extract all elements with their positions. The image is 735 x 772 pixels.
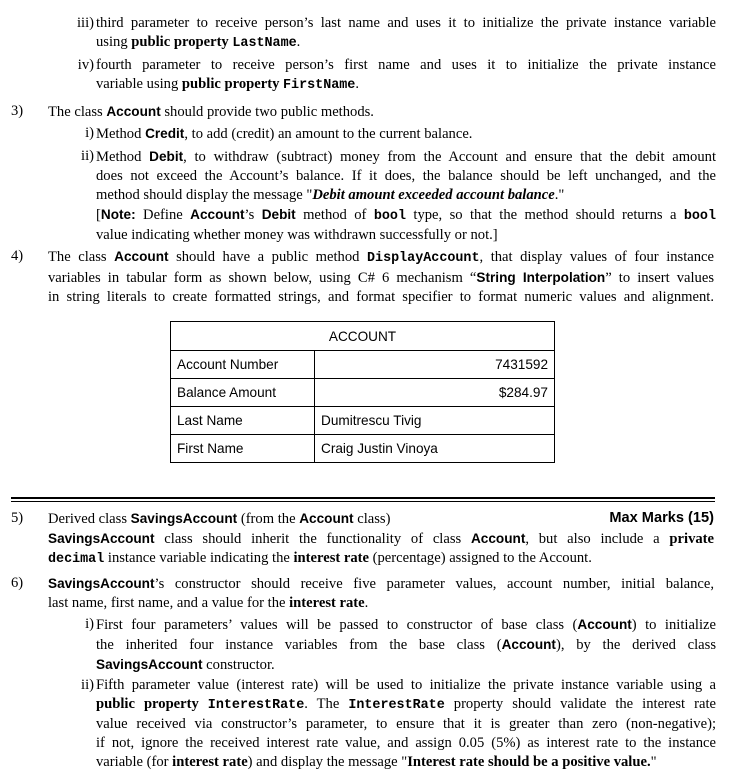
table-row	[171, 351, 555, 379]
item-6-ii-text: Fifth parameter value (interest rate) will be used to initialize the private instance variable using a public property InterestRate. The InterestRate property should validate the interest rate value received via constructor’s parameter, to ensure that it is greater than zero (non-negative); if not, ignore the received interest rate value, and assign 0.05 (5%) as interest rate to the instance variable (for interest rate) and display the message "Interest rate should be a positive value."	[96, 677, 716, 770]
table-row	[171, 435, 555, 463]
item-6-i-text: First four parameters’ values will be passed to constructor of base class (Account) to initialize the inherited four instance variables from the base class (Account), by the derived class SavingsAccount constructor.	[96, 617, 716, 673]
table-row	[171, 407, 555, 435]
item-6-i-number: i)	[85, 616, 94, 632]
row-label: Last Name	[171, 407, 315, 435]
item-5-text: Derived class SavingsAccount (from the Account class) Max Marks (15) SavingsAccount class should inherit the functionality of class Account, but also include a private decimal instance variable indicating the interest rate (percentage) assigned to the Account.	[48, 510, 715, 567]
item-iii-number: iii)	[76, 15, 94, 31]
row-label: First Name	[171, 435, 315, 463]
max-marks: Max Marks (15)	[609, 510, 714, 526]
item-3-i-text: Method Credit, to add (credit) an amount to the current balance.	[96, 126, 473, 142]
item-4-text: The class Account should have a public method DisplayAccount, that display values of four instance variables in tabular form as shown below, using C# 6 mechanism “String Interpolation” to insert values in string literals to create formatted strings, and format specifier to format numeric values and alignment.	[48, 249, 715, 305]
item-6-ii-number: ii)	[81, 677, 94, 693]
table-header: ACCOUNT	[171, 322, 555, 351]
row-value: Craig Justin Vinoya	[315, 435, 555, 463]
item-6-number: 6)	[11, 575, 24, 591]
item-3-number: 3)	[11, 103, 24, 119]
row-value: 7431592	[315, 351, 555, 379]
item-iv-text: fourth parameter to receive person’s first name and uses it to initialize the private instance variable using public property FirstName.	[96, 57, 716, 93]
table-header-row	[171, 322, 555, 351]
section-divider	[11, 497, 715, 499]
item-iv-number: iv)	[77, 57, 94, 73]
table-row	[171, 379, 555, 407]
item-6-text: SavingsAccount’s constructor should receive five parameter values, account number, initial balance, last name, first name, and a value for the interest rate.	[48, 576, 714, 611]
item-4-number: 4)	[11, 248, 24, 264]
account-table	[170, 321, 555, 463]
item-3-text: The class Account should provide two public methods.	[48, 104, 374, 120]
row-value: Dumitrescu Tivig	[315, 407, 555, 435]
row-label: Balance Amount	[171, 379, 315, 407]
item-5-number: 5)	[11, 510, 24, 526]
section-divider-thin	[11, 501, 715, 502]
item-iii-text: third parameter to receive person’s last name and uses it to initialize the private instance variable using public property LastName.	[96, 15, 716, 51]
item-3-i-number: i)	[85, 125, 94, 141]
row-label: Account Number	[171, 351, 315, 379]
item-3-ii-text: Method Debit, to withdraw (subtract) money from the Account and ensure that the debit amount does not exceed the Account’s balance. If it does, the balance should be left unchanged, and the method should display the message "Debit amount exceeded account balance." [Note: Define Account’s Debit method of bool type, so that the method should returns a bool value indicating whether money was withdrawn successfully or not.]	[96, 149, 716, 243]
item-3-ii-number: ii)	[81, 148, 94, 164]
row-value: $284.97	[315, 379, 555, 407]
